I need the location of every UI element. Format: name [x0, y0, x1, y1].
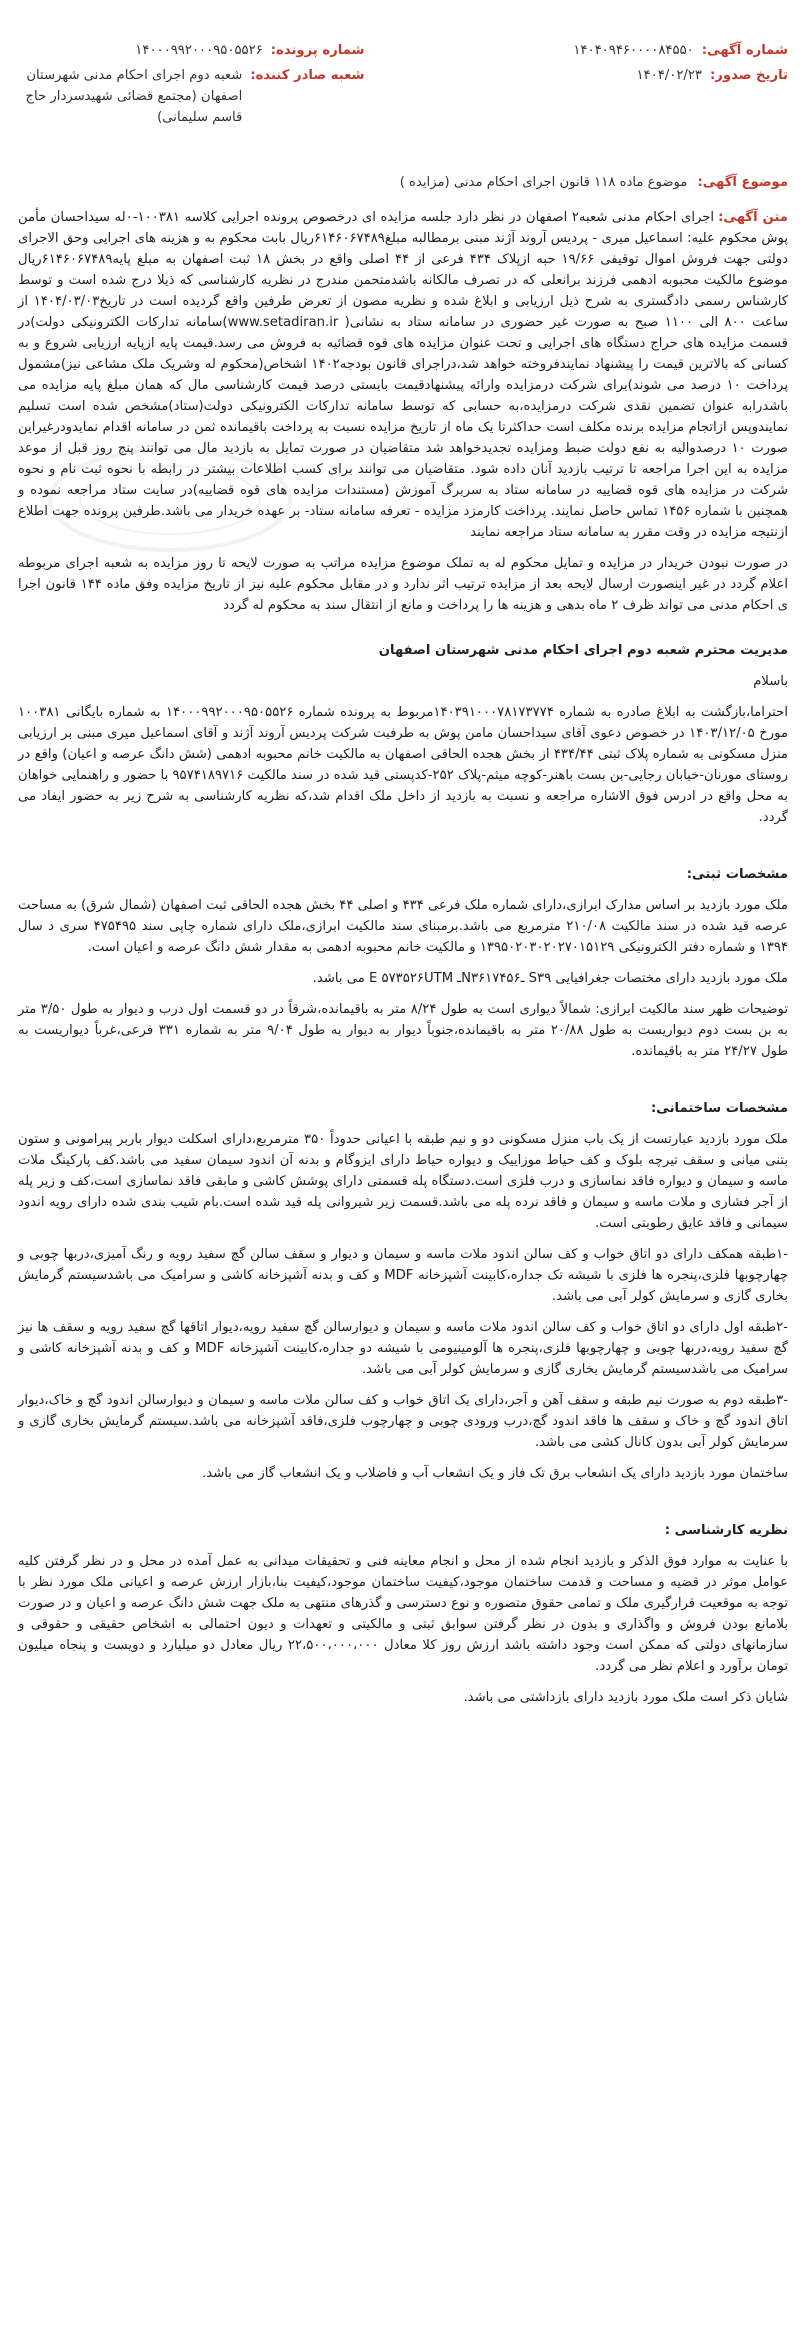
subject-row	[18, 172, 788, 193]
building-title: مشخصات ساختمانی:	[650, 1101, 788, 1116]
coords-prefix: ملک مورد بازدید دارای مختصات جغرافیایی	[555, 971, 788, 986]
case-number: ۱۴۰۰۰۹۹۲۰۰۰۹۵۰۵۵۲۶	[135, 43, 263, 58]
coords-value: E ۵۷۳۵۲۶UTM ـN۳۶۱۷۴۵۶ـ S۳۹	[368, 971, 552, 986]
building-utilities: ساختمان مورد بازدید دارای یک انشعاب برق تک فاز و یک انشعاب آب و فاضلاب و یک انشعاب گاز می باشد.	[202, 1466, 788, 1481]
issuing-branch-label: شعبه صادر کننده:	[250, 68, 365, 83]
opinion-paragraph-2: شایان ذکر است ملک مورد بازدید دارای بازداشتی می باشد.	[463, 1690, 788, 1705]
ad-number-row	[442, 40, 789, 61]
issuing-branch-row	[18, 65, 365, 128]
subject-label: موضوع آگهی:	[697, 175, 788, 190]
header-right-column	[442, 40, 789, 132]
letter-salutation: باسلام	[753, 674, 788, 689]
building-first-floor: -۲طبقه اول دارای دو اتاق خواب و کف سالن اندود ملات ماسه و سیمان و دیوارسالن گچ سفید رویه،دیوار اتاقها گچ سفید رویه و سقف ها نیز گچ سفید رویه،دربها چوبی و چهارچوبها فلزی،پنجره ها آلومینیومی با شیشه دو جداره،کابینت آشپزخانه MDF و کف و بدنه آشپزخانه کاشی و سرامیک می باشدسیستم گرمایش بخاری گازی و سرمایش کولر آبی می باشد.	[18, 1320, 788, 1377]
coords-suffix: می باشد.	[312, 971, 365, 986]
issue-date-row	[442, 65, 789, 86]
header	[18, 10, 788, 132]
registry-paragraph-1: ملک مورد بازدید بر اساس مدارک ابرازی،دارای شماره ملک فرعی ۴۳۴ و اصلی ۴۴ بخش هجده الحاقی ثبت اصفهان (شمال شرق) به مساحت عرصه قید شده در سند مالکیت ۲۱۰/۰۸ مترمربع می باشد.برمبنای سند مالکیت ابرازی،ملک دارای شماره چاپی سند ۴۷۵۴۹۵ سری د سال ۱۳۹۴ و شماره دفتر الکترونیکی ۱۳۹۵۰۲۰۳۰۲۰۲۷۰۱۵۱۲۹ و مالکیت خانم محبوبه ادهمی به مقدار شش دانگ عرصه و اعیان است.	[17, 898, 789, 955]
registry-coordinates	[18, 968, 788, 989]
building-ground-floor: -۱طبقه همکف دارای دو اتاق خواب و کف سالن اندود ملات ماسه و سیمان و دیوار و سقف سالن گچ سفید رویه و رنگ آمیزی،دربها چوبی و چهارچوبها فلزی،پنجره ها فلزی با شیشه تک جداره،کابینت آشپزخانه MDF و کف و بدنه آشپزخانه کاشی و سرامیک می باشدسیستم گرمایش بخاری گازی و سرمایش کولر آبی می باشد.	[18, 1247, 788, 1304]
letter-paragraph: احتراما،بازگشت به ابلاغ صادره به شماره ۱۴۰۳۹۱۰۰۰۷۸۱۷۳۷۷۴مربوط به پرونده شماره ۱۴۰۰۰۹۹۲۰۰۰۹۵۰۵۵۲۶ به شماره بایگانی ۱۰۰۳۸۱ مورخ ۱۴۰۳/۱۲/۰۵ در خصوص دعوی آقای سیداحسان مامن پوش به طرفیت شرکت پردیس آروند آژند و آقای اسماعیل میری مبنی بر ارزیابی منزل مسکونی به شماره پلاک ثبتی ۴۳۴/۴۴ از بخش هجده الحاقی اصفهان به مالکیت خانم محبوبه ادهمی (شش دانگ عرصه و اعیان) واقع در روستای مورنان-خیابان رجایی-بن بست باهنر-کوچه میثم-پلاک ۲۵۲-کدپستی قید شده در سند مالکیت ۹۵۷۴۱۸۹۷۱۶ با حضور و راهنمایی خواهان به محل واقع در ادرس فوق الاشاره مراجعه و نسبت به بازدید از داخل ملک اقدام شد،که نظریه کارشناسی به شرح زیر به حضور ایفاد می گردد.	[18, 705, 788, 825]
building-second-floor: -۳طبقه دوم به صورت نیم طبقه و سقف آهن و آجر،دارای یک اتاق خواب و کف سالن ملات ماسه و سیمان و دیوارسالن اندود گچ و خاک،دیوار اتاق اندود گچ و خاک و سقف ها فاقد اندود گچ،درب ورودی چوبی و چهارچوب فلزی،فاقد آشپزخانه می باشد.سیستم گرمایش بخاری گازی و سرمایش کولر آبی بدون کانال کشی می باشد.	[18, 1393, 788, 1450]
ad-number: ۱۴۰۴۰۹۴۶۰۰۰۰۸۴۵۵۰	[573, 43, 694, 58]
subject-text: موضوع ماده ۱۱۸ قانون اجرای احکام مدنی (مزایده )	[399, 175, 688, 190]
opinion-paragraph-1: با عنایت به موارد فوق الذکر و بازدید انجام شده از محل و انجام معاینه فنی و تحقیقات میدانی به عمل آمده در محل و در نظر گرفتن کلیه عوامل موثر در قضیه و مساحت و قدمت ساختمان موجود،کیفیت ساختمان موجود،کیفیت بنا،بازار ارزش عرصه و اعیانی ملک مورد نظر با توجه به موقعیت قرارگیری ملک و تمامی حقوق متصوره و نوع دسترسی و گذرهای منتهی به ملک جهت شش دانگ عرصه و اعیان و در صورت بلامانع بودن فروش و واگذاری و بدون در نظر گرفتن سوابق ثبتی و مالکیتی و تعهدات و دیون احتمالی به اشخاص حقیقی و حقوقی و سازمانهای دولتی که ممکن است وجود داشته باشد ارزش روز کلا معادل ۲۲،۵۰۰،۰۰۰،۰۰۰ ریال معادل دو میلیارد و دویست و پنجاه میلیون تومان برآورد و اعلام نظر می گردد.	[18, 1554, 789, 1674]
header-left-column	[18, 40, 365, 132]
registry-title: مشخصات ثبتی:	[686, 867, 788, 882]
case-number-label: شماره پرونده:	[270, 43, 365, 58]
issuing-branch: شعبه دوم اجرای احکام مدنی شهرستان اصفهان (مجتمع قضائی شهیدسردار حاج قاسم سلیمانی)	[25, 68, 243, 125]
building-paragraph-1: ملک مورد بازدید عبارتست از یک باب منزل مسکونی دو و نیم طبقه با اعیانی حدوداً ۳۵۰ مترمربع،دارای اسکلت دیوار باربر پیرامونی و ستون بتنی میانی و سقف تیرچه بلوک و کف حیاط موزاییک و دیواره حیاط دارای ایزوگام و بدنه آن اندود سیمان سفید می باشد.کف پارکینگ ملات ماسه و سیمان و دیواره فاقد نماسازی و درب فلزی است.دستگاه پله قسمتی دارای پوشش کاشی و مابقی فاقد نماسازی است،کف و زیر پله از آجر فشاری و ملات ماسه و سیمان و فاقد نرده پله می باشد.قسمت زیر شیروانی پله قید شده است.بام شیب بندی شده دارای رویه اندود سیمانی و فاقد عایق رطوبتی است.	[18, 1132, 788, 1231]
notice-text-label: متن آگهی:	[718, 210, 788, 225]
notice-paragraph-2: در صورت نبودن خریدار در مزایده و تمایل محکوم له به تملک موضوع مزایده مراتب به صورت لایحه تا روز مزایده به شعبه اجرای مربوطه اعلام گردد در غیر اینصورت ارسال لایحه بعد از مزایده ترتیب اثر ندارد و در مقابل محکوم علیه نیز از تاریخ مزایده وفق ماده ۱۴۴ قانون اجرا ی احکام مدنی می تواند ظرف ۲ ماه بدهی و هزینه ها را پرداخت و مانع از انتقال سند به محکوم له گردد	[18, 556, 788, 613]
ad-number-label: شماره آگهی:	[701, 43, 788, 58]
notice-body-text: اجرای احکام مدنی شعبه۲ اصفهان در نظر دارد جلسه مزایده ای درخصوص پرونده اجرایی کلاسه ۱۰۰۳۸۱-۰له سیداحسان مأمن پوش محکوم علیه: اسماعیل میری - پردیس آروند آژند مبنی برمطالبه مبلغ۶۱۴۶۰۶۷۴۸۹ریال بابت محکوم به و هزینه های اجرایی وحق الاجرای دولتی جهت فروش اموال توقیفی ۱۹/۶۶ حبه ازپلاک ۴۳۴ فرعی از ۴۴ اصلی واقع در بخش ۱۸ ثبت اصفهان به مبلغ پایه۶۱۴۶۰۶۷۴۸۹ریال موضوع مالکیت محبوبه ادهمی فرزند برانعلی که در تصرف مالکانه باشدمتحمن مندرج در نظریه کارشناسی که ذیلا درج شده است و توسط کارشناس رسمی دادگستری به شرح ذیل ارزیابی و ابلاغ شده و نظریه مصون از تعرض طرفین واقع گردیده است در تاریخ۱۴۰۴/۰۳/۰۳ از ساعت ۸۰۰ الی ۱۱۰۰ صبح به صورت غیر حضوری در سامانه ستاد به نشانی( www.setadiran.ir)سامانه تدارکات الکترونیکی دولت)در قسمت مزایده های حراج دستگاه های اجرایی و تحت عنوان مزایده های قوه قضائیه به فروش می رسد.قیمت پایه ازپایه ارزیابی شروع و به کسانی که بالاترین قیمت را پیشنهاد نمایندفروخته خواهد شد،دراجرای قانون بودجه۱۴۰۲ اشخاص(محکوم له وشریک ملک مشاعی نیز)مشمول پرداخت ۱۰ درصد می شوند)برای شرکت درمزایده وارائه پیشنهادقیمت بایستی درصد قیمت کارشناسی مال که همان مبلغ پایه مزایده می باشدرابه عنوان تضمین نقدی شرکت درمزایده،به حسابی که توسط سامانه تدارکات الکترونیکی دولت(ستاد)مشخص شده است تسلیم نمایندوپس ازاتجام مزایده برنده مکلف است حداکثرتا یک ماه از تاریخ مزایده نسبت به پرداخت باقیمانده ثمن در سامانه اقدام نمایدودرغیراین صورت ۱۰ درصدوالیه به نفع دولت ضبط ومزایده تجدیدخواهد شد متقاضیان در صورت تمایل به بازدید مال می توانند پنج روز قبل از موعد مزایده به این اجرا مراجعه تا ترتیب بازدید آنان داده شود. متقاضیان می توانند برای کسب اطلاعات بیشتر در رابطه با نحوه ثبت نام و نحوه شرکت در مزایده های قوه قضاییه در سامانه ستاد به سربرگ آموزش (مستندات مزایده های قوه قضاییه)در سایت ستاد مراجعه نموده و همچنین با شماره ۱۴۵۶ تماس حاصل نمایند. پرداخت کارمزد مزایده - تعرفه سامانه ستاد- بر عهده خریدار می باشد.طرفین پرونده جهت اطلاع ازنتیجه مزایده در وقت مقرر به سامانه ستاد مراجعه نمایند	[18, 210, 789, 540]
issue-date-label: تاریخ صدور:	[710, 68, 788, 83]
opinion-title: نظریه کارشناسی :	[664, 1523, 788, 1538]
letter-addressee: مدیریت محترم شعبه دوم اجرای احکام مدنی شهرستان اصفهان	[378, 643, 788, 658]
issue-date: ۱۴۰۴/۰۲/۲۳	[636, 68, 703, 83]
registry-paragraph-3: توضیحات ظهر سند مالکیت ابرازی: شمالاً دیواری است به طول ۸/۲۴ متر به باقیمانده،شرقاً در دو قسمت اول درب و دیوار به طول ۳/۵۰ متر به بن بست دوم دیواریست به طول ۲۰/۸۸ متر به باقیمانده،جنوباً دیوار به دیوار به طول ۹/۰۴ متر به شماره ۳۳۱ فرعی،غرباً دیواریست به طول ۲۴/۲۷ متر به باقیمانده.	[18, 1002, 789, 1059]
case-number-row	[18, 40, 365, 61]
notice-paragraph-1	[18, 207, 788, 543]
